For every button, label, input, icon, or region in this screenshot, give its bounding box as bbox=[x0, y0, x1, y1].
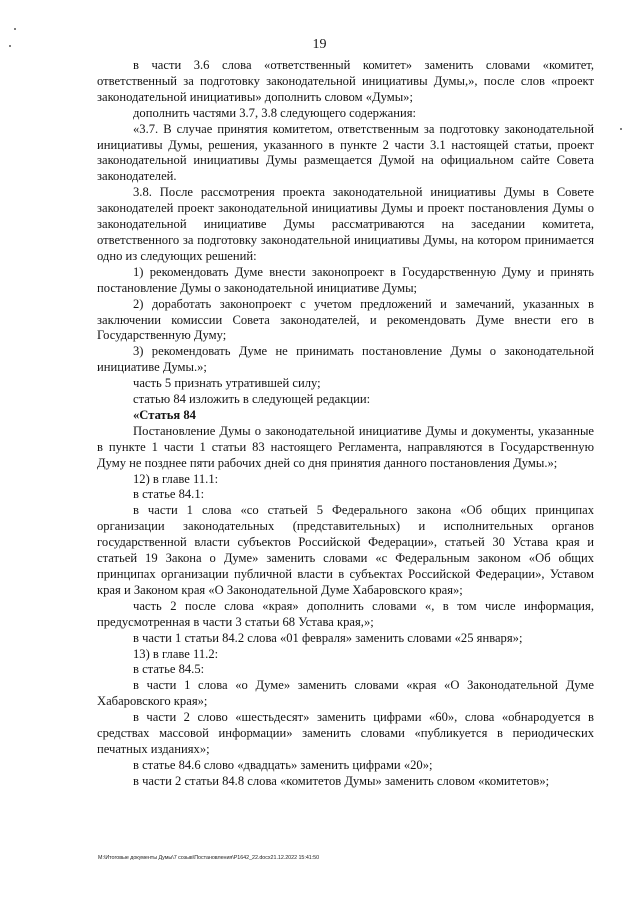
paragraph: 13) в главе 11.2: bbox=[133, 646, 219, 661]
paragraph: в статье 84.1: bbox=[133, 487, 205, 502]
paragraph: 2) доработать законопроект с учетом предложений и замечаний, указанных в заключении комиссии Совета законодателей, и рекомендовать Думе внести его в Государственную Думу; bbox=[97, 296, 594, 343]
paragraph: в части 3.6 слова «ответственный комитет» заменить словами «комитет, ответственный за подготовку законодательной инициативы Думы,», после слов «проект законодательной инициативы» дополнить словом «Думы»; bbox=[97, 58, 594, 104]
document-body bbox=[97, 58, 594, 790]
paragraph: 12) в главе 11.1: bbox=[133, 471, 219, 486]
page-number: 19 bbox=[312, 37, 327, 52]
paragraph: в части 1 слова «о Думе» заменить словами «края «О Законодательной Думе Хабаровского края»; bbox=[97, 678, 594, 709]
paragraph: 3) рекомендовать Думе не принимать постановление Думы о законодательной инициативе Думы.»; bbox=[97, 344, 594, 375]
paragraph: в части 2 слово «шестьдесят» заменить цифрами «60», слова «обнародуется в средствах массовой информации» заменить словами «публикуется в периодических печатных изданиях»; bbox=[97, 710, 594, 756]
scan-speck bbox=[620, 128, 622, 130]
paragraph: 1) рекомендовать Думе внести законопроект в Государственную Думу и принять постановление Думы о законодательной инициативе Думы; bbox=[97, 264, 594, 295]
paragraph: статью 84 изложить в следующей редакции: bbox=[133, 392, 371, 407]
paragraph: в статье 84.5: bbox=[133, 662, 205, 677]
file-path-footer: M:\Итоговые документы Думы\7 созыв\Постановления\Р1642_22.docx21.12.2022 15:41:50 bbox=[98, 855, 320, 861]
paragraph: «3.7. В случае принятия комитетом, ответственным за подготовку законодательной инициативы Думы, решения, указанного в пункте 2 части 3.1 настоящей статьи, проект законодательной инициативы Думы размещается Думой на официальном сайте Совета законодателей. bbox=[97, 121, 594, 184]
paragraph: Постановление Думы о законодательной инициативе Думы и документы, указанные в пункте 1 части 1 статьи 83 настоящего Регламента, направляются в Государственную Думу не позднее пяти рабочих дней со дня принятия данного постановления Думы.»; bbox=[97, 423, 594, 470]
paragraph: в части 1 слова «со статьей 5 Федерального закона «Об общих принципах организации законодательных (представительных) и исполнительных органов государственной власти субъектов Российской Федерации», статьей 30 Устава края и статьей 19 Закона о Думе» заменить словами «с Федеральным законом «Об общих принципах организации публичной власти в субъектах Российской Федерации», Уставом края и Законом края «О Законодательной Думе Хабаровского края»; bbox=[97, 503, 594, 597]
scan-speck bbox=[14, 28, 16, 30]
paragraph: часть 5 признать утратившей силу; bbox=[133, 376, 321, 391]
paragraph: дополнить частями 3.7, 3.8 следующего содержания: bbox=[133, 105, 417, 120]
paragraph: в статье 84.6 слово «двадцать» заменить цифрами «20»; bbox=[133, 757, 433, 772]
paragraph: в части 1 статьи 84.2 слова «01 февраля» заменить словами «25 января»; bbox=[133, 630, 523, 645]
paragraph: в части 2 статьи 84.8 слова «комитетов Думы» заменить словом «комитетов»; bbox=[133, 773, 550, 788]
paragraph: 3.8. После рассмотрения проекта законодательной инициативы Думы в Совете законодателей проект законодательной инициативы Думы и проект постановления Думы о законодательной инициативе Думы рассматриваются на заседании комитета, ответственного за подготовку законодательной инициативы Думы, на котором принимается одно из следующих решений: bbox=[97, 185, 594, 263]
article-heading: «Статья 84 bbox=[133, 407, 196, 422]
paragraph: часть 2 после слова «края» дополнить словами «, в том числе информация, предусмотренная в части 3 статьи 68 Устава края,»; bbox=[97, 598, 594, 629]
